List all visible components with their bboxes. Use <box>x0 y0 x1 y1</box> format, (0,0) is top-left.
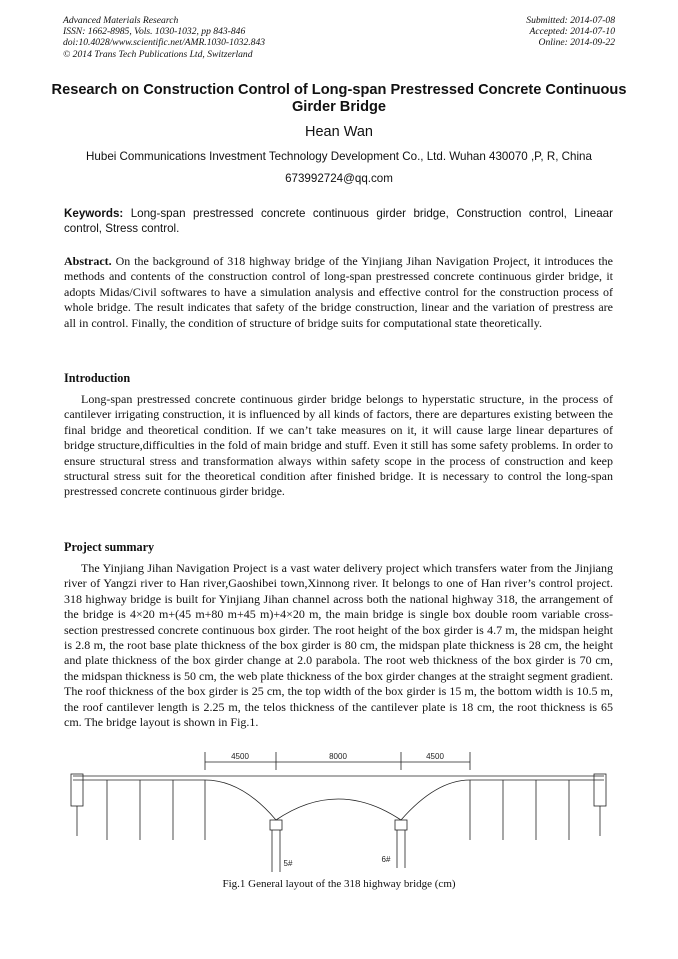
dim-label-right-span: 4500 <box>426 752 444 761</box>
main-girder-soffit <box>205 780 470 820</box>
paper-title: Research on Construction Control of Long-span Prestressed Concrete Continuous Girder Bridge <box>51 82 627 115</box>
journal-info <box>63 15 265 60</box>
introduction-heading: Introduction <box>64 371 131 385</box>
online-date: Online: 2014-09-22 <box>538 37 615 49</box>
dim-label-left-span: 4500 <box>231 752 249 761</box>
author-name: Hean Wan <box>305 124 373 140</box>
project-summary-heading: Project summary <box>64 540 155 554</box>
keywords <box>64 206 613 236</box>
project-summary-text: The Yinjiang Jihan Navigation Project is a vast water delivery project which transfers water from the Jinjiang river of Yangzi river to Han river,Gaoshibei town,Xinnong river. It belongs to one of Han river’s control project. 318 highway bridge is built for Yinjiang Jihan channel across both the national highway 318, the arrangement of the bridge is 4×20 m+(45 m+80 m+45 m)+4×20 m, the main bridge is single box double room variable cross-section prestressed concrete continuous box girder. The root height of the box girder is 4.7 m, the midspan height is 2.8 m, the root base plate thickness of the box girder is 80 cm, the midspan plate thickness is 28 cm, the height and plate thickness of the box girder change at 2.0 parabola. The root web thickness of the box girder is 70 cm, the midspan thickness is 50 cm, the web plate thickness of the box girder changes at the straight segment gradient. The roof thickness of the box girder is 25 cm, the top width of the box girder is 15 m, the bottom width is 10.5 m, the roof cantilever length is 2.25 m, the telos thickness of the cantilever plate is 18 cm, the root thickness is 65 cm. The bridge layout is shown in Fig.1. <box>64 561 613 730</box>
journal-doi: doi:10.4028/www.scientific.net/AMR.1030-1032.843 <box>63 37 266 49</box>
abutment-left <box>71 774 83 806</box>
dim-label-main-span: 8000 <box>329 752 347 761</box>
author-email: 673992724@qq.com <box>285 172 393 185</box>
pier-label-5: 5# <box>283 859 293 868</box>
author-affiliation: Hubei Communications Investment Technology Development Co., Ltd. Wuhan 430070 ,P, R, China <box>86 150 592 163</box>
bridge-layout-figure <box>64 748 614 876</box>
pier-label-6: 6# <box>381 855 391 864</box>
keywords-label: Keywords: <box>64 207 124 220</box>
submission-dates <box>526 15 615 49</box>
abstract-label: Abstract. <box>64 254 112 268</box>
main-pier-6-cap <box>395 820 407 830</box>
journal-copyright: © 2014 Trans Tech Publications Ltd, Switzerland <box>63 48 253 60</box>
keywords-text: Long-span prestressed concrete continuous girder bridge, Construction control, Lineaar control, Stress control. <box>64 207 613 236</box>
main-pier-5-cap <box>270 820 282 830</box>
abstract <box>64 254 613 331</box>
introduction-text: Long-span prestressed concrete continuous girder bridge belongs to hyperstatic structure, in the process of cantilever irrigating construction, it is influenced by all kinds of factors, there are departures existing between the final bridge and theoretical condition. If we can’t take measures on it, it will cause large linear departures of bridge structure,difficulties in the fold of main bridge and stuff. Even it still has some safety problems. In order to ensure structural stress and transformation always within safety scope in the process of construction and keep structural stress suit for the theoretical condition after finished bridge. It is necessary to control the long-span prestressed concrete continuous girder bridge. <box>64 392 613 499</box>
figure-caption: Fig.1 General layout of the 318 highway bridge (cm) <box>222 878 456 890</box>
abstract-text: On the background of 318 highway bridge of the Yinjiang Jihan Navigation Project, it introduces the methods and contents of the construction control of long-span prestressed concrete continuous girder bridge, it adopts Midas/Civil softwares to have a simulation analysis and effective control for the construction process of whole bridge. The result indicates that safety of the bridge construction, linear and the variation of prestress are all in control. Finally, the condition of structure of bridge suits for computational state theoretically. <box>64 254 614 330</box>
submitted-date: Submitted: 2014-07-08 <box>526 15 615 26</box>
accepted-date: Accepted: 2014-07-10 <box>529 26 615 38</box>
abutment-right <box>594 774 606 806</box>
journal-name: Advanced Materials Research <box>63 15 179 26</box>
journal-issn: ISSN: 1662-8985, Vols. 1030-1032, pp 843-846 <box>63 26 246 38</box>
